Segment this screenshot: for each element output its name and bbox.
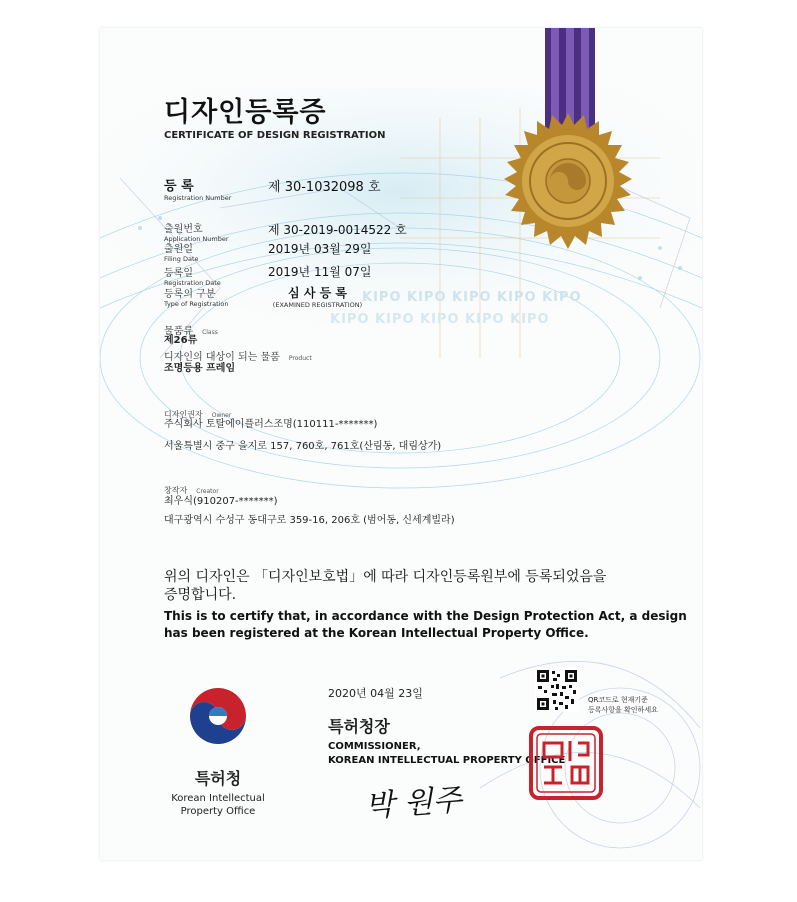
official-seal-icon [528, 725, 604, 801]
reg-type-value [270, 284, 365, 309]
filing-label [164, 240, 199, 263]
logo-text-ko: 특허청 [194, 769, 242, 788]
certificate-paper [100, 28, 702, 860]
kipo-watermark: KIPO KIPO KIPO KIPO KIPO [362, 290, 582, 305]
owner-name: 주식회사 토탈에이플러스조명(110111-*******) [164, 419, 378, 430]
reg-date-label [164, 264, 221, 287]
creator-name: 최우식(910207-*******) [164, 496, 278, 507]
reg-type-label-ko: 등록의 구분 [164, 289, 216, 300]
reg-date-label-en: Registration Date [164, 279, 221, 287]
statement-en-line2: has been registered at the Korean Intellectual Property Office. [164, 626, 589, 640]
commissioner-title-en-1: COMMISSIONER, [328, 741, 421, 752]
registration-label [164, 175, 231, 202]
kipo-watermark-2: KIPO KIPO KIPO KIPO KIPO [330, 312, 550, 327]
creator-address: 대구광역시 수성구 동대구로 359-16, 206호 (범어동, 신세계빌라) [164, 515, 455, 526]
logo-text-en-line1: Korean Intellectual [171, 793, 265, 804]
qr-note [588, 695, 658, 715]
statement-ko-line2: 증명합니다. [164, 587, 237, 603]
statement-en-line1: This is to certify that, in accordance with the Design Protection Act, a design [164, 609, 687, 623]
creator-label-ko: 창작자 [164, 486, 188, 495]
registration-date: 2019년 11월 07일 [268, 265, 372, 279]
reg-type-ko: 심 사 등 록 [288, 286, 347, 300]
qr-note-line2: 등록사항을 확인하세요 [588, 706, 658, 714]
registration-label-ko: 등 록 [164, 179, 194, 194]
application-label-ko: 출원번호 [164, 224, 203, 235]
commissioner-title-ko: 특허청장 [328, 717, 390, 736]
class-label-ko: 물품류 [164, 326, 193, 337]
page-subtitle: CERTIFICATE OF DESIGN REGISTRATION [164, 130, 386, 141]
qr-note-line1: QR코드로 현재기준 [588, 696, 648, 704]
owner-label-en: Owner [211, 412, 232, 419]
statement-ko-line1: 위의 디자인은 「디자인보호법」에 따라 디자인등록원부에 등록되었음을 [164, 569, 607, 585]
application-number: 제 30-2019-0014522 호 [268, 223, 407, 237]
registration-label-en: Registration Number [164, 194, 232, 202]
class-value: 제26류 [164, 335, 198, 346]
registration-number: 제 30-1032098 호 [268, 180, 381, 195]
qr-code-icon [535, 668, 579, 712]
product-label-ko: 디자인의 대상이 되는 물품 [164, 352, 280, 363]
owner-address: 서울특별시 중구 을지로 157, 760호, 761호(산림동, 대림상가) [164, 441, 442, 452]
product-value: 조명등용 프레임 [164, 363, 236, 374]
issue-date: 2020년 04월 23일 [328, 687, 423, 700]
gold-seal-icon [498, 113, 638, 253]
application-label-en: Application Number [164, 235, 229, 243]
product-label-en: Product [288, 355, 312, 362]
signature: 박 원주 [364, 782, 463, 825]
creator-label-en: Creator [196, 488, 219, 495]
page-title: 디자인등록증 [164, 97, 327, 128]
logo-text-en [158, 792, 278, 818]
reg-type-label [164, 285, 229, 308]
reg-type-en: (EXAMINED REGISTRATION) [272, 301, 363, 309]
owner-label-ko: 디자인권자 [164, 410, 203, 419]
filing-label-en: Filing Date [164, 255, 199, 263]
reg-type-label-en: Type of Registration [164, 300, 229, 308]
reg-date-label-ko: 등록일 [164, 268, 193, 279]
filing-date: 2019년 03월 29일 [268, 242, 372, 256]
kipo-logo-icon [186, 684, 250, 748]
class-label-en: Class [202, 329, 218, 336]
commissioner-title-en-2: KOREAN INTELLECTUAL PROPERTY OFFICE [328, 755, 566, 766]
filing-label-ko: 출원일 [164, 244, 193, 255]
logo-text-en-line2: Property Office [180, 806, 256, 817]
